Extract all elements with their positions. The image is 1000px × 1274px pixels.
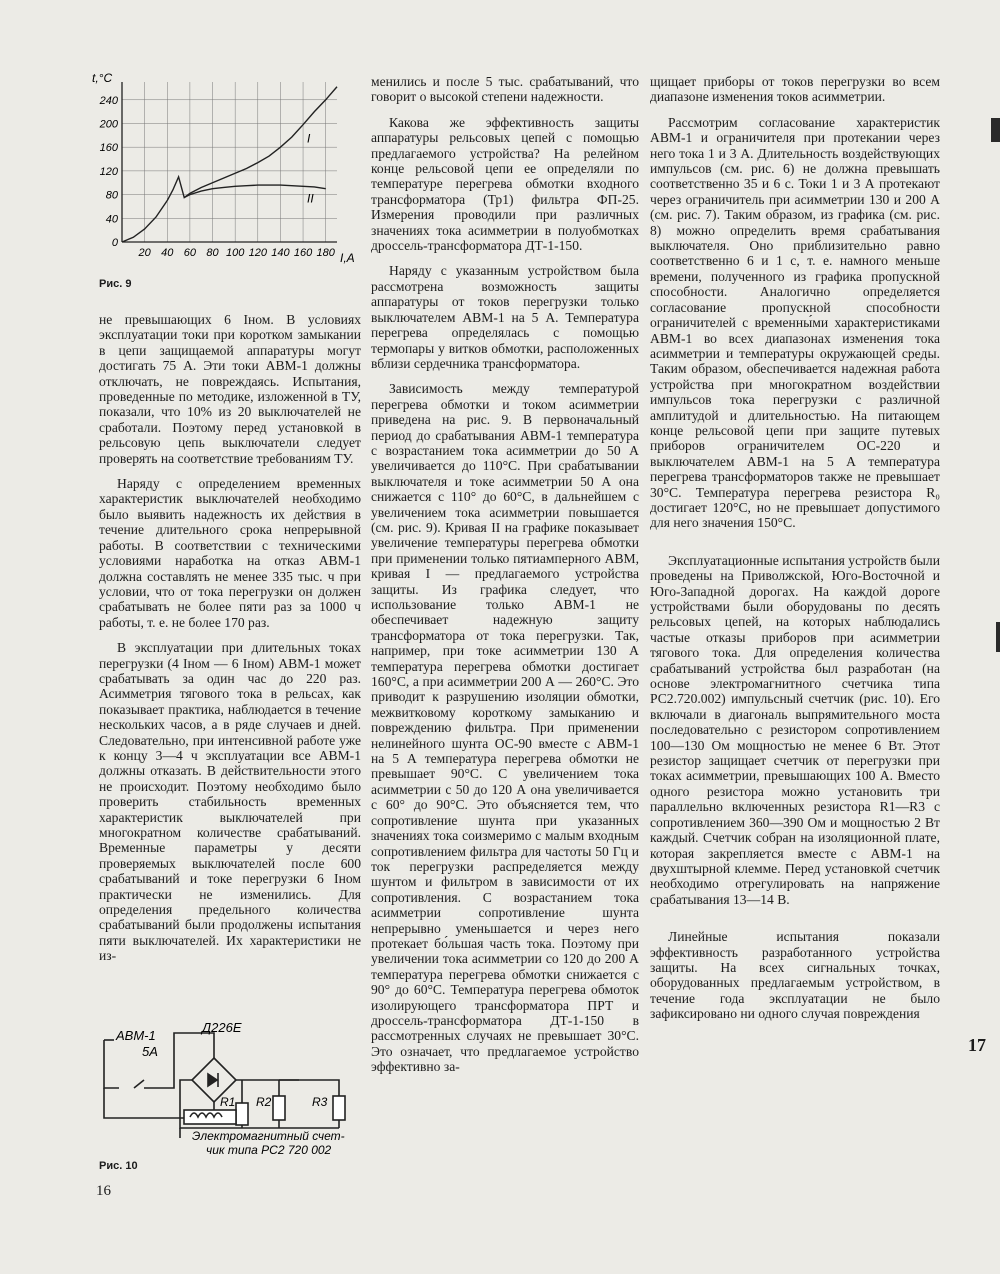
x-tick-label: 40	[161, 247, 174, 259]
figure-10-circuit	[84, 1018, 374, 1158]
y-tick-label: 40	[105, 213, 118, 226]
figure-9-chart	[92, 70, 362, 270]
y-tick-label: 0	[111, 237, 118, 249]
x-tick-label: 20	[138, 247, 151, 259]
text-column-3	[650, 74, 940, 1022]
y-tick-label: 120	[99, 165, 118, 178]
counter-caption-line2: чик типа РС2 720 002	[206, 1143, 332, 1157]
scan-edge-mark	[991, 118, 1000, 142]
paragraph: не превышающих 6 Iном. В условиях эксплуатации токи при коротком замыкании в цепи защищаемой аппаратуры могут достигать 75 А. Эти токи АВМ-1 должны отключать, не повреждаясь. Испытания, проведенные по методике, изложенной в ТУ, показали, что 10% из 20 выключателей не сработали. Поэтому перед установкой в рельсовую цепь выключатели следует проверять на соответствие требованиям ТУ.	[99, 312, 361, 466]
paragraph: Наряду с указанным устройством была рассмотрена возможность защиты аппаратуры от токов перегрузки только выключателем АВМ-1 на 5 А. Температура перегрева определялась с помощью термопары у витков обмотки, расположенных вблизи сердечника трансформатора.	[371, 263, 639, 371]
x-tick-label: 100	[225, 247, 245, 259]
x-tick-label: 180	[316, 247, 335, 259]
series-label-II: II	[307, 191, 314, 206]
x-tick-label: 160	[293, 247, 313, 259]
r2-label: R2	[256, 1095, 272, 1109]
current-label: 5А	[142, 1044, 158, 1059]
series-label-I: I	[307, 131, 311, 146]
x-axis-label: I,A	[340, 251, 355, 265]
y-axis-label: t,°C	[92, 71, 113, 85]
x-tick-label: 80	[206, 247, 219, 259]
paragraph: Какова же эффективность защиты аппаратуры рельсовых цепей с помощью предлагаемого устройства? На релейном конце рельсовой цепи ее определяли по температуре перегрева обмотки входного трансформатора (Тр1) фильтра ФП-25. Измерения проводили при различных значениях тока асимметрии в полуобмотках дроссель-трансформатора ДТ-1-150.	[371, 114, 639, 254]
breaker-label: АВМ-1	[116, 1028, 156, 1043]
figure-10-caption: Рис. 10	[99, 1160, 138, 1172]
r3-label: R3	[312, 1095, 328, 1109]
y-tick-label: 160	[99, 142, 118, 155]
page-number: 16	[96, 1183, 111, 1199]
margin-note: 17	[968, 1035, 986, 1055]
series-line-II	[184, 185, 325, 197]
paragraph: Линейные испытания показали эффективность разработанного устройства защиты. На всех сигнальных точках, оборудованных предлагаемым устройством, в течение года эксплуатации не было зафиксировано ни одного случая повреждения	[650, 929, 940, 1022]
chart-tick-labels	[99, 95, 336, 259]
scan-edge-mark	[996, 622, 1000, 652]
r1-label: R1	[220, 1095, 236, 1109]
paragraph: Рассмотрим согласование характеристик АВМ-1 и ограничителя при протекании через него тока 1 и 3 А. Длительность воздействующих импульсов (см. рис. 6) не должна превышать соответственно 35 и 6 с. Токи 1 и 3 А протекают через ограничитель при асимметрии 130 и 200 А (см. рис. 7). Таким образом, из графика (см. рис. 8) можно определить время срабатывания выключателя. Оно приблизительно равно соответственно 6 и 1 с, т. е. намного меньше времени, полученного из графика пропускной способности. Аналогично определяется согласование пропускной способности ограничителей с временны́ми характеристиками АВМ-1 во всех диапазонах изменения тока асимметрии и температуры окружающей среды. Таким образом, обеспечивается надежная работа устройства при многократном воздействии импульсов тока перегрузки с различной амплитудой и длительностью. На питающем конце рельсовой цепи при защите путевых приборов ограничителем ОС-220 и выключателем АВМ-1 на 5 А температура перегрева трансформаторов также не превышает 30°С. Температура перегрева резистора R₀ достигает 120°С, но не превышает допустимого для него значения 150°С.	[650, 114, 940, 531]
diode-label: Д226Е	[202, 1020, 242, 1035]
x-tick-label: 60	[183, 247, 197, 259]
y-tick-label: 240	[99, 94, 118, 107]
figure-9-caption: Рис. 9	[99, 278, 132, 290]
paragraph: В эксплуатации при длительных токах перегрузки (4 Iном — 6 Iном) АВМ-1 может срабатывать за один час до 220 раз. Асимметрия тягового тока в рельсах, как показывает практика, наблюдается в течение нескольких часов, а в ряде случаев и дней. Следовательно, при интенсивной работе уже к концу 3—4 ч эксплуатации все АВМ-1 должны отказать. В действительности этого не происходит. Поэтому необходимо было проверить стабильность временных характеристик выключателей при многократном количестве срабатываний. Временные параметры у десяти проверяемых выключателей после 600 срабатываний и токе перегрузки 6 Iном практически не изменились. Для определения предельного количества срабатываний были продолжены испытания пяти выключателей. Их характеристики не из-	[99, 640, 361, 964]
paragraph: Эксплуатационные испытания устройств были проведены на Приволжской, Юго-Восточной и Юго-Западной дорогах. На каждой дороге устройствами были оборудованы по десять рельсовых цепей, на которых наблюдались частые отказы приборов при асимметрии тягового тока. Для определения количества срабатываний устройства был разработан (на основе электромагнитного счетчика типа РС2.720.002) импульсный счетчик (рис. 10). Его включали в диагональ выпрямительного моста последовательно с резистором сопротивлением 100—130 Ом мощностью не менее 6 Вт. Этот резистор защищает счетчик от перегрузки при токах асимметрии, превышающих 100 А. Вместо одного резистора можно установить три параллельно включенных резистора R1—R3 с сопротивлением 360—390 Ом и мощностью 2 Вт каждый. Счетчик собран на изоляционной плате, которая закрепляется вместе с АВМ-1 на двухштырной клемме. Перед установкой счетчик необходимо отрегулировать на напряжение срабатывания 13—14 В.	[650, 552, 940, 907]
y-tick-label: 200	[99, 118, 118, 131]
text-column-2	[371, 74, 639, 1075]
series-line-I	[122, 87, 337, 242]
x-tick-label: 120	[248, 247, 267, 259]
paragraph: щищает приборы от токов перегрузки во всем диапазоне изменения токов асимметрии.	[650, 74, 940, 105]
counter-caption-line1: Электромагнитный счет-	[192, 1129, 345, 1143]
y-tick-label: 80	[105, 189, 118, 202]
chart-series	[122, 87, 337, 242]
paragraph: Зависимость между температурой перегрева обмотки и током асимметрии приведена на рис. 9. В первоначальный период до срабатывания АВМ-1 температура с возрастанием тока асимметрии до 50 А увеличивается до 110°С. При срабатывании выключателя и токе асимметрии 50 А она снижается с 110° до 60°С, в дальнейшем с увеличением тока асимметрии повышается (см. рис. 9). Кривая II на графике показывает увеличение температуры перегрева обмотки при применении только пятиамперного АВМ, кривая I — предлагаемого устройства защиты. Из графика следует, что использование только АВМ-1 не обеспечивает надежную защиту трансформатора от тока перегрузки. Так, например, при токе асимметрии 130 А температура перегрева обмотки достигает 160°С, а при асимметрии 200 А — 260°С. Это приводит к разрушению изоляции обмотки, межвитковому короткому замыканию и повреждению фильтра. При применении нелинейного шунта ОС-90 вместе с АВМ-1 на 5 А температура перегрева обмотки не превышает 90°С. С увеличением тока асимметрии с 50 до 120 А она увеличивается с 60° до 90°С. Это объясняется тем, что сопротивление шунта при указанных значениях тока соизмеримо с малым входным сопротивлением фильтра для частоты 50 Гц и ток перегрузки распределяется между шунтом и фильтром в зависимости от их сопротивления. С возрастанием тока асимметрии сопротивление шунта непрерывно уменьшается и через него протекает бо́льшая часть тока. Поэтому при увеличении тока асимметрии со 120 до 200 А температура перегрева обмотки снижается с 90° до 60°С. Температура перегрева обмоток изолирующего трансформатора ПРТ и дроссель-трансформатора ДТ-1-150 в рассмотренных случаях не превышает 30°С. Это означает, что предлагаемое устройство эффективно за-	[371, 381, 639, 1075]
x-tick-label: 140	[271, 247, 290, 259]
text-column-1	[99, 312, 361, 964]
paragraph: Наряду с определением временных характеристик выключателей необходимо было выявить надежность их действия в течение длительного срока непрерывной работы. В соответствии с техническими условиями наработка на отказ АВМ-1 должна составлять не менее 335 тыс. ч при условии, что от тока перегрузки он должен срабатывать не более пяти раз за 1000 ч работы, т. е. не более 170 раз.	[99, 476, 361, 630]
paragraph: менились и после 5 тыс. срабатываний, что говорит о высокой степени надежности.	[371, 74, 639, 105]
